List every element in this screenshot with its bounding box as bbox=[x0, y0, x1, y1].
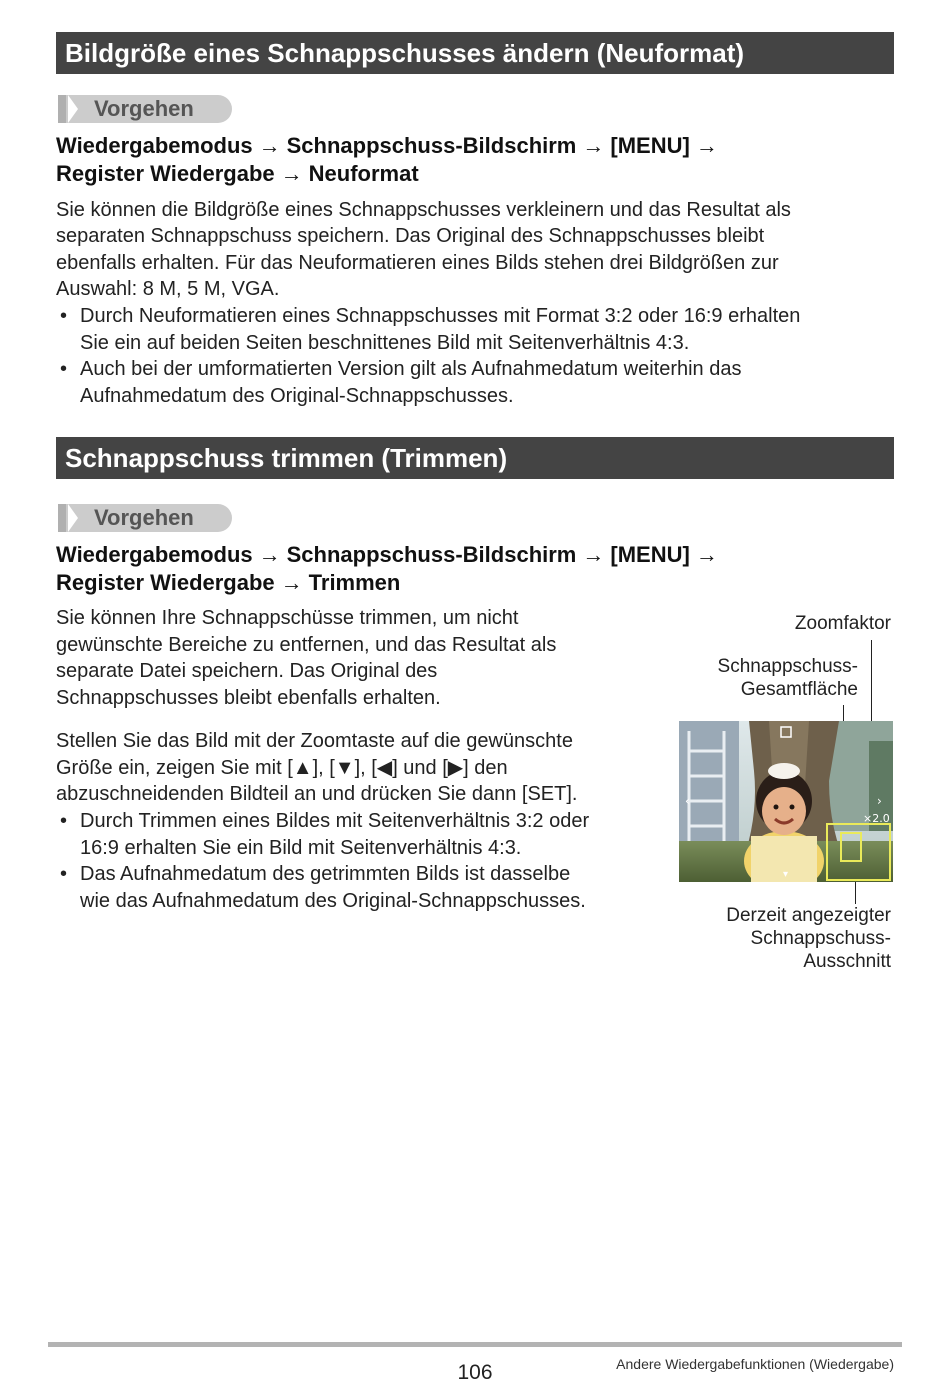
menu-path-line-2: Register Wiedergabe → Neuformat bbox=[56, 161, 419, 186]
zoom-readout: ×2.0 bbox=[863, 812, 890, 825]
left-arrow-icon: ‹ bbox=[685, 794, 690, 808]
bullet-dot-icon: • bbox=[60, 810, 68, 832]
body-line: separate Datei speichern. Das Original des bbox=[56, 660, 438, 682]
arrow-icon: → bbox=[695, 133, 718, 158]
footer-chapter: Andere Wiedergabefunktionen (Wiedergabe) bbox=[616, 1356, 894, 1372]
right-arrow-icon: › bbox=[877, 794, 882, 808]
badge-bar-icon bbox=[58, 95, 66, 123]
bullet-dot-icon: • bbox=[60, 863, 68, 885]
label-total-area: Schnappschuss- Gesamtfläche bbox=[717, 656, 858, 700]
arrow-icon: → bbox=[695, 542, 718, 567]
arrow-icon: → bbox=[258, 542, 281, 567]
body-line: Stellen Sie das Bild mit der Zoomtaste auf die gewünschte bbox=[56, 730, 573, 752]
bullet-dot-icon: • bbox=[60, 358, 68, 380]
bullet-dot-icon: • bbox=[60, 305, 68, 327]
body-line: Größe ein, zeigen Sie mit [▲], [▼], [◀] und [▶] den bbox=[56, 757, 508, 779]
menu-path-line-1: Wiedergabemodus → Schnappschuss-Bildschirm → [MENU] → bbox=[56, 542, 718, 567]
body-line: separaten Schnappschuss speichern. Das Original des Schnappschusses bleibt bbox=[56, 225, 765, 247]
menu-path-line-2: Register Wiedergabe → Trimmen bbox=[56, 570, 401, 595]
procedure-label: Vorgehen bbox=[94, 505, 194, 530]
section-title-trimmen: Schnappschuss trimmen (Trimmen) bbox=[56, 437, 894, 479]
arrow-icon: → bbox=[582, 542, 605, 567]
menu-path-line-1: Wiedergabemodus → Schnappschuss-Bildschirm → [MENU] → bbox=[56, 133, 718, 158]
arrow-icon: → bbox=[280, 161, 303, 186]
section-title-neuformat: Bildgröße eines Schnappschusses ändern (Neuformat) bbox=[56, 32, 894, 74]
label-current-section: Derzeit angezeigter Schnappschuss- Ausschnitt bbox=[726, 905, 891, 972]
badge-notch-icon bbox=[68, 95, 78, 123]
body-line: Schnappschusses bleibt ebenfalls erhalten. bbox=[56, 687, 441, 709]
arrow-icon: → bbox=[280, 570, 303, 595]
body-line: Sie können Ihre Schnappschüsse trimmen, um nicht bbox=[56, 607, 519, 629]
down-arrow-icon: ▾ bbox=[783, 869, 789, 880]
badge-bar-icon bbox=[58, 504, 66, 532]
badge-notch-icon bbox=[68, 504, 78, 532]
procedure-label: Vorgehen bbox=[94, 96, 194, 121]
arrow-icon: → bbox=[258, 133, 281, 158]
body-line: abzuschneidenden Bildteil an und drücken Sie dann [SET]. bbox=[56, 783, 578, 805]
procedure-badge bbox=[58, 95, 232, 123]
body-line: ebenfalls erhalten. Für das Neuformatieren eines Bilds stehen drei Bildgrößen zur bbox=[56, 252, 779, 274]
page-number: 106 bbox=[457, 1361, 493, 1384]
label-zoom-factor: Zoomfaktor bbox=[794, 613, 891, 634]
footer-rule bbox=[48, 1342, 902, 1347]
camera-screen-photo bbox=[679, 721, 893, 882]
body-line: gewünschte Bereiche zu entfernen, und das Resultat als bbox=[56, 634, 557, 656]
arrow-icon: → bbox=[582, 133, 605, 158]
body-line: Sie können die Bildgröße eines Schnappschusses verkleinern und das Resultat als bbox=[56, 199, 791, 221]
body-line: Auswahl: 8 M, 5 M, VGA. bbox=[56, 278, 280, 300]
procedure-badge bbox=[58, 504, 232, 532]
